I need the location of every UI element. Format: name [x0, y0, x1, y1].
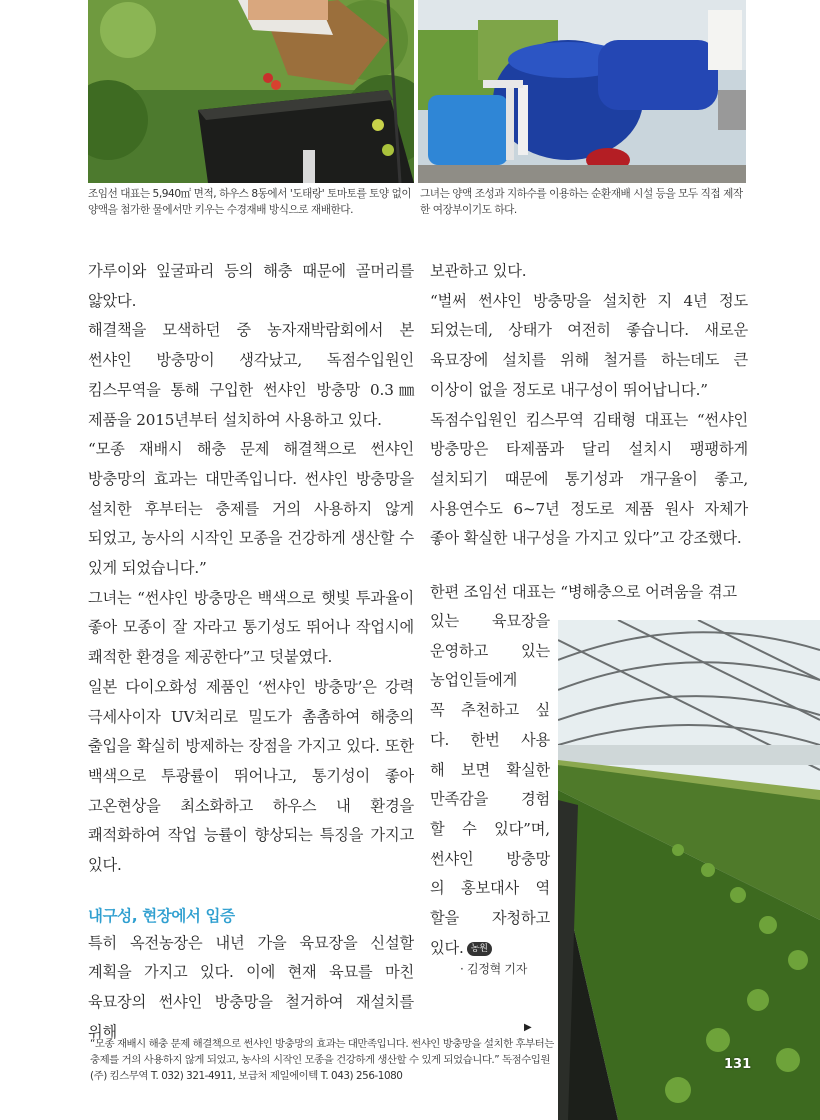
right-column-narrow-block: [430, 607, 550, 963]
paragraph-line: 있는 육묘장을: [430, 612, 550, 630]
paragraph: 일본 다이오화성 제품인 ‘썬샤인 방충망’은 강력 극세사이자 UV처리로 밀도가 촘촘하여 해충의 출입을 확실히 방제하는 장점을 가지고 있다. 또한 백색으로 투광률이 뛰어나고, 통기성이 좋아 고온현상을 최소화하고 하우스 내 환경을 쾌적화하여 작업 능률이 향상되는 특징을 가지고 있다.: [88, 677, 414, 875]
paragraph-line: 다. 한번 사용: [430, 730, 550, 749]
paragraph: 독점수입원인 킴스무역 김태형 대표는 “썬샤인 방충망은 타제품과 달리 설치시 팽팽하게 설치되기 때문에 통기성과 개구율이 좋고, 사용연수도 6~7년 정도로 제품 원사 자체가 좋아 확실한 내구성을 가지고 있다”고 강조했다.: [430, 410, 748, 548]
paragraph: 보관하고 있다.: [430, 262, 527, 280]
photo-greenhouse-seedlings: [558, 620, 820, 1120]
section-subheading: 내구성, 현장에서 입증: [88, 906, 235, 925]
paragraph: 특히 옥전농장은 내년 가을 육묘장을 신설할 계획을 가지고 있다. 이에 현재 육묘를 마친 육묘장의 썬샤인 방충망을 철거하여 재설치를 위해: [88, 933, 414, 1041]
paragraph-line: 만족감을 경험: [430, 790, 550, 809]
paragraph-line: 한편 조임선 대표는 “병해충으로 어려움을 겪고: [430, 583, 737, 601]
paragraph-line: 운영하고 있는: [430, 641, 550, 660]
paragraph: 해결책을 모색하던 중 농자재박람회에서 본 썬샤인 방충망이 생각났고, 독점수입원인 킴스무역을 통해 구입한 썬샤인 방충망 0.3㎜ 제품을 2015년부터 설치하여 사용하고 있다.: [88, 321, 414, 429]
photo-caption-left: 조임선 대표는 5,940㎡ 면적, 하우스 8동에서 '도태랑' 토마토를 토양 없이 양액을 첨가한 물에서만 키우는 수경재배 방식으로 재배한다.: [88, 188, 412, 216]
pullquote-arrow-icon: ▶: [524, 1022, 532, 1033]
paragraph: 그녀는 “썬샤인 방충망은 백색으로 햇빛 투과율이 좋아 모종이 잘 자라고 통기성도 뛰어나 작업시에 쾌적한 환경을 제공한다”고 덧붙였다.: [88, 588, 414, 667]
pull-quote: “모종 재배시 해충 문제 해결책으로 썬샤인 방충망의 효과는 대만족입니다. 썬샤인 방충망을 설치한 후부터는 충제를 거의 사용하지 않게 되었고, 농사의 시작인 모종을 건강하게 생산할 수 있게 되었습니다.” 독점수입원 (주) 킴스무역 T. 032) 321-4911, 보급처 제일에이텍 T. 043) 256-1080: [90, 1038, 554, 1082]
left-column: [88, 257, 414, 1048]
quote-paragraph: “벌써 썬샤인 방충망을 설치한 지 4년 정도 되었는데, 상태가 여전히 좋습니다. 새로운 육묘장에 설치를 위해 철거를 하는데도 큰 이상이 없을 정도로 내구성이 뛰어납니다.”: [430, 291, 748, 399]
paragraph-line: [430, 934, 550, 964]
paragraph-line: 의 홍보대사 역: [430, 879, 550, 898]
photo-tomato-hydroponics: [88, 0, 414, 183]
publication-badge: 농원: [467, 942, 492, 956]
photo-nutrient-tanks: [418, 0, 746, 183]
paragraph-line: 할 수 있다”며,: [430, 819, 550, 838]
paragraph-line: 해 보면 확실한: [430, 760, 550, 779]
right-column-wide-line: [430, 578, 748, 608]
paragraph: 가루이와 잎굴파리 등의 해충 때문에 골머리를 앓았다.: [88, 262, 414, 310]
photo-caption-right: 그녀는 양액 조성과 지하수를 이용하는 순환재배 시설 등을 모두 직접 제작한 여장부이기도 하다.: [420, 188, 743, 216]
paragraph-line: 할을 자청하고: [430, 909, 550, 928]
paragraph-end-text: 있다.: [430, 938, 464, 957]
page-number: 131: [724, 1057, 752, 1072]
right-column: [430, 257, 748, 554]
author-byline: · 김정혁 기자: [460, 962, 528, 976]
quote-paragraph: “모종 재배시 해충 문제 해결책으로 썬샤인 방충망의 효과는 대만족입니다. 썬샤인 방충망을 설치한 후부터는 충제를 거의 사용하지 않게 되었고, 농사의 시작인 모종을 건강하게 생산할 수 있게 되었습니다.”: [88, 440, 414, 578]
paragraph-line: 썬샤인 방충망: [430, 849, 550, 868]
paragraph-line: 농업인들에게: [430, 671, 518, 690]
paragraph-line: 꼭 추천하고 싶: [430, 701, 550, 720]
